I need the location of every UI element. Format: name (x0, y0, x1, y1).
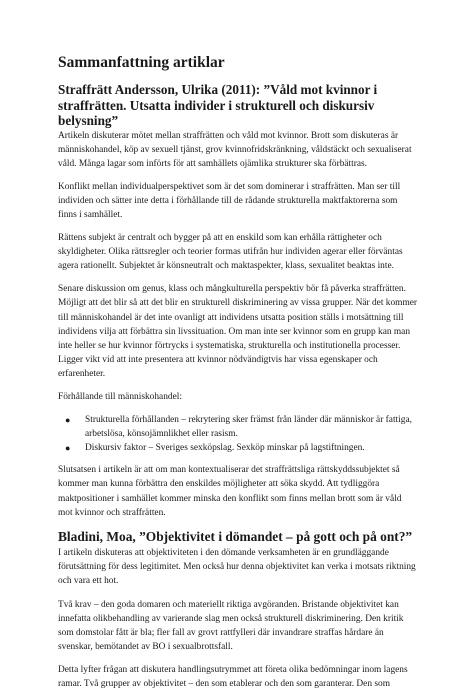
article2-paragraph-1: I artikeln diskuteras att objektiviteten i den dömande verksamheten är en grundläggande förutsättning för dess legitimitet. Men också hur denna objektivitet kan verka i motsats riktning och vara ett hot. (58, 548, 416, 587)
article1-paragraph-6: Slutsatsen i artikeln är att om man kontextualiserar det straffrättsliga rättskyddssubjektet så kommer man kunna förbättra den enskildes möjligheter att söka skydd. Att tydliggöra maktpositioner i samhället kommer minska den konflikt som finns mellan brott som är våld mot kvinnor och straffrätten. (58, 465, 402, 518)
list-item-text: Diskursiv faktor – Sveriges sexköpslag. Sexköp minskar på lagstiftningen. (85, 443, 365, 454)
article1-heading: Straffrätt Andersson, Ulrika (2011): ”Våld mot kvinnor i straffrätten. Utsatta individer i strukturell och diskursiv belysning” (58, 82, 378, 128)
bullet-icon: ● (65, 415, 71, 426)
article1-paragraph-5: Förhållande till människohandel: (58, 392, 182, 402)
bullet-icon: ● (65, 443, 71, 454)
article1-paragraph-4: Senare diskussion om genus, klass och mångkulturella perspektiv bör få påverka straffrätten. Möjligt att det blir så att det blir en strukturell diskriminering av vissa grupper. När det kommer till människohandel är det inte ovanligt att individens utsatta position ställs i motsättning till individens vilja att förbättra sin livssituation. Om man inte ser kvinnor som en grupp kan man inte heller se hur kvinnor förtrycks i systematiska, strukturella och institutionella processer. Ligger vikt vid att inte presentera att kvinnor nödvändigtvis har vissa egenskaper och erfarenheter. (58, 284, 418, 379)
list-item (58, 441, 418, 455)
bullet-list (58, 413, 418, 455)
list-item-text: Strukturella förhållanden – rekrytering sker främst från länder där människor är fattiga, arbetslösa, könsojämnlikhet eller rasism. (85, 415, 412, 440)
page-title: Sammanfattning artiklar (58, 54, 225, 71)
list-item (58, 413, 418, 441)
article2-paragraph-2: Två krav – den goda domaren och materiellt riktiga avgöranden. Bristande objektivitet kan innefatta olikbehandling av varierande slag men också strukturell diskriminering. Den kritik som domstolar fått är bla; fler fall av grovt rattfylleri där invandrare straffas hårdare än svenskar, bemötandet av BO i sexualbrottsfall. (58, 599, 404, 652)
article2-paragraph-3: Detta lyfter frågan att diskutera handlingsutrymmet att företa olika bedömningar inom lagens ramar. Två grupper av objektivitet – den som etablerar och den som garanterar. Den som (58, 664, 408, 689)
document-page (58, 54, 418, 700)
article1-paragraph-2: Konflikt mellan individualperspektivet som är det som dominerar i straffrätten. Man ser till individen och sätter inte detta i förhållande till de rådande strukturella maktfaktorerna som finns i samhället. (58, 181, 401, 220)
article1-paragraph-3: Rättens subjekt är centralt och bygger på att en enskild som kan erhålla rättigheter och skyldigheter. Olika rättsregler och teorier formas utifrån hur individen agerar eller förväntas agera rationellt. Subjektet är könsneutralt och maktaspekter, klass, sexualitet beaktas inte. (58, 233, 403, 272)
article1-paragraph-1: Artikeln diskuterar mötet mellan straffrätten och våld mot kvinnor. Brott som diskuteras är människohandel, köp av sexuell tjänst, grov kvinnofridskränkning, våldstäckt och sexualiserat våld. Många lagar som införts för att samhällets ojämlika strukturer ska förbättras. (58, 130, 412, 169)
article2-heading: Bladini, Moa, ”Objektivitet i dömandet – på gott och på ont?” (58, 528, 413, 544)
